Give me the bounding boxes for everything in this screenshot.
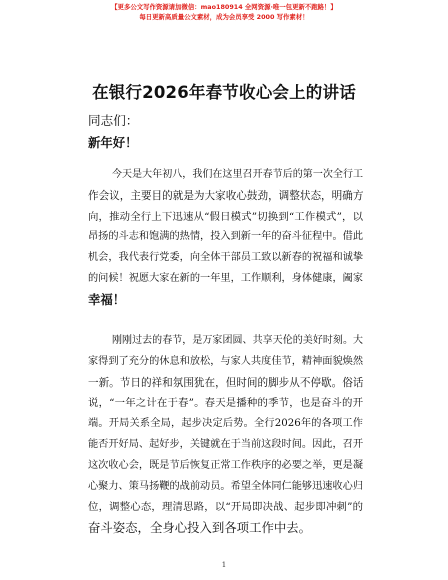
paragraph-line: 这次收心会，既是节后恢复正常工作秩序的必要之举，更是凝: [88, 459, 364, 471]
paragraph-line: 家得到了充分的休息和放松，与家人共度佳节，精神面貌焕然: [88, 355, 364, 367]
paragraph-line: 作会议，主要目的就是为大家收心鼓劲，调整状态，明确方: [88, 189, 364, 202]
salutation: 同志们：: [88, 113, 139, 128]
paragraph-opening: [88, 165, 363, 311]
paragraph-line: 奋斗姿态，全身心投入到各项工作中去。: [88, 520, 312, 536]
paragraph-line: 的问候！祝愿大家在新的一年里，工作顺利，身体健康，阖家: [88, 272, 364, 284]
promo-banner-line-1: 【更多公文写作资源请加微信：mao180914 全网资源·唯一包更新不跑路！】: [111, 3, 337, 11]
paragraph-line: 今天是大年初八，我们在这里召开春节后的第一次全行工: [112, 169, 363, 180]
paragraph-line: 一新。节日的祥和氛围犹在，但时间的脚步从不停歇。俗话: [88, 376, 364, 389]
paragraph-spring-festival: [88, 331, 363, 539]
document-title: 在银行2026年春节收心会上的讲话: [92, 83, 356, 102]
paragraph-line: 说，“一年之计在于春”。春天是播种的季节，也是奋斗的开: [88, 397, 363, 410]
paragraph-line: 机会，我代表行党委，向全体干部员工致以新春的祝福和诚挚: [88, 252, 364, 264]
paragraph-line: 能否开好局、起好步，关键就在于当前这段时间。因此，召开: [88, 438, 364, 450]
paragraph-line: 位，调整心态，理清思路，以“开局即决战、起步即冲刺”的: [88, 501, 363, 514]
paragraph-line: 心聚力、策马扬鞭的战前动员。希望全体同仁能够迅速收心归: [88, 480, 364, 492]
page-number: 1: [221, 561, 227, 569]
greeting: 新年好！: [88, 135, 138, 150]
paragraph-line: 昂扬的斗志和饱满的热情，投入到新一年的奋斗征程中。借此: [88, 231, 364, 243]
paragraph-line: 端。开局关系全局，起步决定后势。全行2026年的各项工作: [88, 418, 363, 430]
paragraph-line-bold: 幸福！: [88, 291, 126, 307]
paragraph-line: [88, 290, 363, 311]
paragraph-line: 刚刚过去的春节，是万家团圆、共享天伦的美好时刻。大: [112, 335, 363, 346]
paragraph-line: 向，推动全行上下迅速从“假日模式”切换到“工作模式”，以: [88, 210, 363, 223]
promo-banner-line-2: 每日更新高质量公文素材，成为会员享受 2000 写作素材！: [139, 13, 309, 21]
